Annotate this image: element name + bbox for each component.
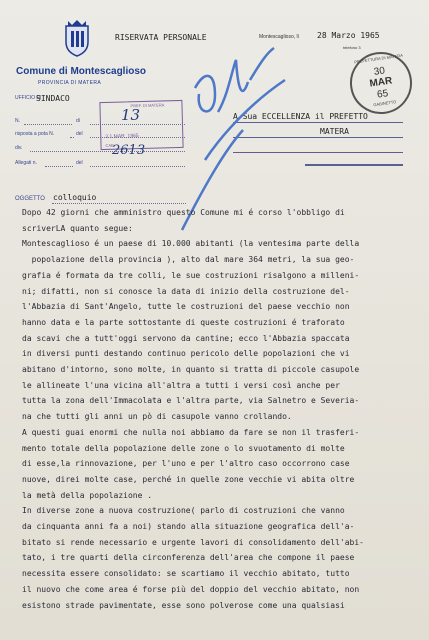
- body-line: il nuovo che come area é forse più del doppio del vecchio abitato, non: [22, 584, 360, 594]
- field-label-div: div.: [15, 145, 23, 151]
- body-line: popolazione della provincia ), alto dal mare 364 metri, la sua geo-: [22, 255, 355, 265]
- field-label-allegati: Allegati n.: [15, 160, 37, 166]
- ufficio-label: UFFICIO DI: [15, 95, 42, 101]
- body-line: Dopo 42 giorni che amministro questo Comune mi é corso l'obbligo di: [22, 208, 345, 217]
- field-label-del-1: del: [76, 131, 83, 137]
- body-line: le allineate l'una vicina all'altra a tutti i versi così anche per: [22, 380, 340, 390]
- ufficio-value: SINDACO: [36, 94, 70, 103]
- handwritten-number: 13: [121, 106, 141, 124]
- dotted-line: [45, 166, 73, 167]
- provincia-name: PROVINCIA DI MATERA: [38, 80, 102, 86]
- body-line: abitano d'intorno, sono molte, in quanto si tratta di piccole casupole: [22, 365, 360, 374]
- field-label-di: di: [76, 118, 80, 124]
- body-line: l'Abbazia di Sant'Angelo, tutte le costruzioni del paese vecchio non: [22, 302, 350, 312]
- body-line: nuove, direi molte case, perché in quelle zone vecchie vi abita oltre: [22, 474, 355, 484]
- dotted-line: [90, 166, 185, 167]
- oggetto-label: OGGETTO: [15, 196, 45, 202]
- telefono-label: telefono 3: [343, 45, 361, 50]
- body-line: ni; difatti, non si conosce la data di inizio della costruzione del-: [22, 286, 350, 296]
- body-line: bitato si rende necessario e urgente lavori di consolidamento dell'abi-: [22, 537, 364, 547]
- stamp-footer: CAB.: [105, 142, 115, 148]
- address-rule: [305, 164, 403, 166]
- body-line: scriverLA quanto segue:: [22, 223, 133, 233]
- body-line: tato, i tre quarti della circonferenza dell'area che compone il paese: [22, 553, 355, 563]
- address-rule: [233, 152, 403, 153]
- body-line: na che tutti gli anni un pò di casupole vanno crollando.: [22, 412, 292, 422]
- recipient-city: MATERA: [320, 127, 349, 136]
- handwritten-protocol-number: 2613: [112, 143, 146, 158]
- dotted-line: [70, 137, 74, 138]
- letter-date: 28 Marzo 1965: [317, 31, 380, 40]
- body-line: da cinquanta anni fa a noi) stando alla situazione geografica dell'a-: [22, 522, 355, 531]
- address-rule: [233, 122, 403, 123]
- body-line: A questi guai enormi che nulla noi abbiamo da fare se non il trasferi-: [22, 427, 360, 437]
- round-stamp-month: MAR: [368, 75, 393, 90]
- body-line: da scavi che a tutt'oggi servono da cantine; ecco l'Abbazia spaccata: [22, 333, 350, 343]
- recipient-line: A Sua ECCELLENZA il PREFETTO: [233, 112, 368, 121]
- field-label-risposta: risposta a pota N.: [15, 131, 55, 137]
- comune-name: Comune di Montescaglioso: [16, 66, 147, 77]
- dotted-line: [24, 124, 72, 125]
- body-line: tutta la zona dell'Immacolata e l'altra parte, via Salnetro e Severia-: [22, 396, 360, 406]
- body-line: hanno data e la parte sottostante di queste costruzioni é traforato: [22, 317, 345, 327]
- field-label-del-2: del: [76, 160, 83, 166]
- body-line: grafia é formata da tre colli, le sue costruzioni risalgono a milleni-: [22, 270, 360, 280]
- body-line: necessita essere consolidato: se scartiamo il vecchio abitato, tutto: [22, 569, 350, 579]
- body-line: di esse,la rinnovazione, per l'uno e per l'altro caso occorrono case: [22, 459, 350, 469]
- body-line: mento totale della popolazione delle zone o lo svuotamento di molte: [22, 443, 345, 453]
- oggetto-value: colloquio: [53, 193, 97, 202]
- round-stamp-day: 30: [373, 65, 386, 78]
- body-line: in diversi punti destando continuo pericolo delle popolazioni che vi: [22, 349, 350, 359]
- place-label: Montescaglioso, lì: [259, 34, 300, 40]
- stamp-date: 3 1 MAR. 1965: [105, 133, 139, 140]
- round-stamp-year: 65: [376, 88, 389, 101]
- body-line: In diverse zone a nuova costruzione( parlo di costruzioni che vanno: [22, 506, 345, 516]
- dotted-line: [30, 151, 185, 152]
- round-receipt-stamp: [346, 48, 416, 118]
- body-line: Montescaglioso é un paese di 10.000 abitanti (la ventesima parte della: [22, 239, 360, 249]
- round-stamp-top: PREFETTURA DI MATERA: [353, 52, 404, 65]
- dotted-line: [52, 203, 186, 204]
- stamp-header: PREF. DI MATERA: [130, 102, 165, 109]
- riservata-personale: RISERVATA PERSONALE: [115, 33, 207, 42]
- body-line: la metà della popolazione .: [22, 490, 153, 500]
- municipal-crest-icon: [62, 18, 92, 58]
- round-stamp-bottom: GABINETTO: [373, 99, 397, 108]
- address-rule: [233, 137, 403, 138]
- field-label-n: N.: [15, 118, 20, 124]
- body-line: esistono strade pavimentate, esse sono polverose come una qualsiasi: [22, 600, 345, 610]
